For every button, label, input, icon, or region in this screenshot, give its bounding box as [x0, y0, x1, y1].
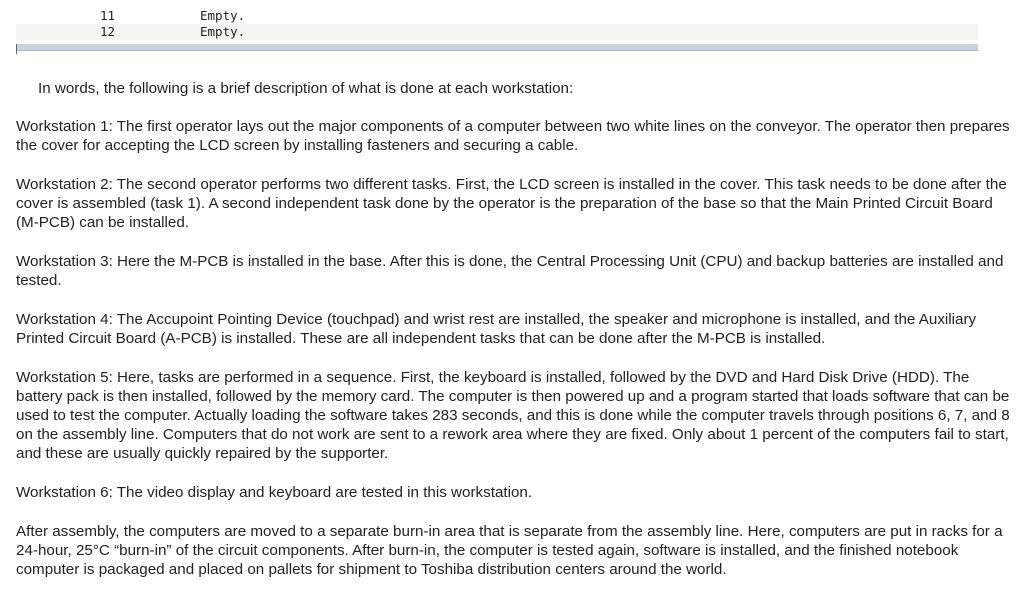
paragraph-workstation-2: Workstation 2: The second operator performs two different tasks. First, the LCD screen is installed in the cover. This task needs to be done after the cover is assembled (task 1). A second independent task done by the operator is the preparation of the base so that the Main Printed Circuit Board (M-PCB) can be installed.: [16, 176, 1007, 231]
code-listing-corner: [16, 44, 17, 54]
paragraph-workstation-5: Workstation 5: Here, tasks are performed in a sequence. First, the keyboard is installed, followed by the DVD and Hard Disk Drive (HDD). The battery pack is then installed, followed by the memory card. The computer is then powered up and a program started that loads software that can be used to test the computer. Actually loading the software takes 283 seconds, and this is done while the computer travels through positions 6, 7, and 8 on the assembly line. Computers that do not work are sent to a rework area where they are fixed. Only about 1 percent of the computers fail to start, and these are usually quickly repaired by the supporter.: [16, 369, 1010, 462]
code-row: [16, 24, 978, 40]
code-listing-bottom-border: [16, 44, 978, 51]
paragraph-workstation-6: Workstation 6: The video display and keyboard are tested in this workstation.: [16, 484, 533, 501]
code-text: Empty.: [200, 8, 246, 23]
paragraph-workstation-3: Workstation 3: Here the M-PCB is installed in the base. After this is done, the Central Processing Unit (CPU) and backup batteries are installed and tested.: [16, 253, 1004, 289]
paragraph-after-assembly: After assembly, the computers are moved to a separate burn-in area that is separate from the assembly line. Here, computers are put in racks for a 24-hour, 25°C “burn-in” of the circuit components. After burn-in, the computer is tested again, software is installed, and the finished notebook computer is packaged and placed on pallets for shipment to Toshiba distribution centers around the world.: [16, 523, 1003, 578]
code-row: [16, 8, 978, 24]
code-text: Empty.: [200, 24, 246, 39]
intro-text: In words, the following is a brief description of what is done at each workstation:: [38, 80, 574, 97]
line-number: 11: [100, 8, 116, 23]
paragraph-workstation-1: Workstation 1: The first operator lays out the major components of a computer between two white lines on the conveyor. The operator then prepares the cover for accepting the LCD screen by installing fasteners and securing a cable.: [16, 118, 1010, 154]
paragraph-workstation-4: Workstation 4: The Accupoint Pointing Device (touchpad) and wrist rest are installed, the speaker and microphone is installed, and the Auxiliary Printed Circuit Board (A-PCB) is installed. These are all independent tasks that can be done after the M-PCB is installed.: [16, 311, 977, 347]
line-number: 12: [100, 24, 116, 39]
